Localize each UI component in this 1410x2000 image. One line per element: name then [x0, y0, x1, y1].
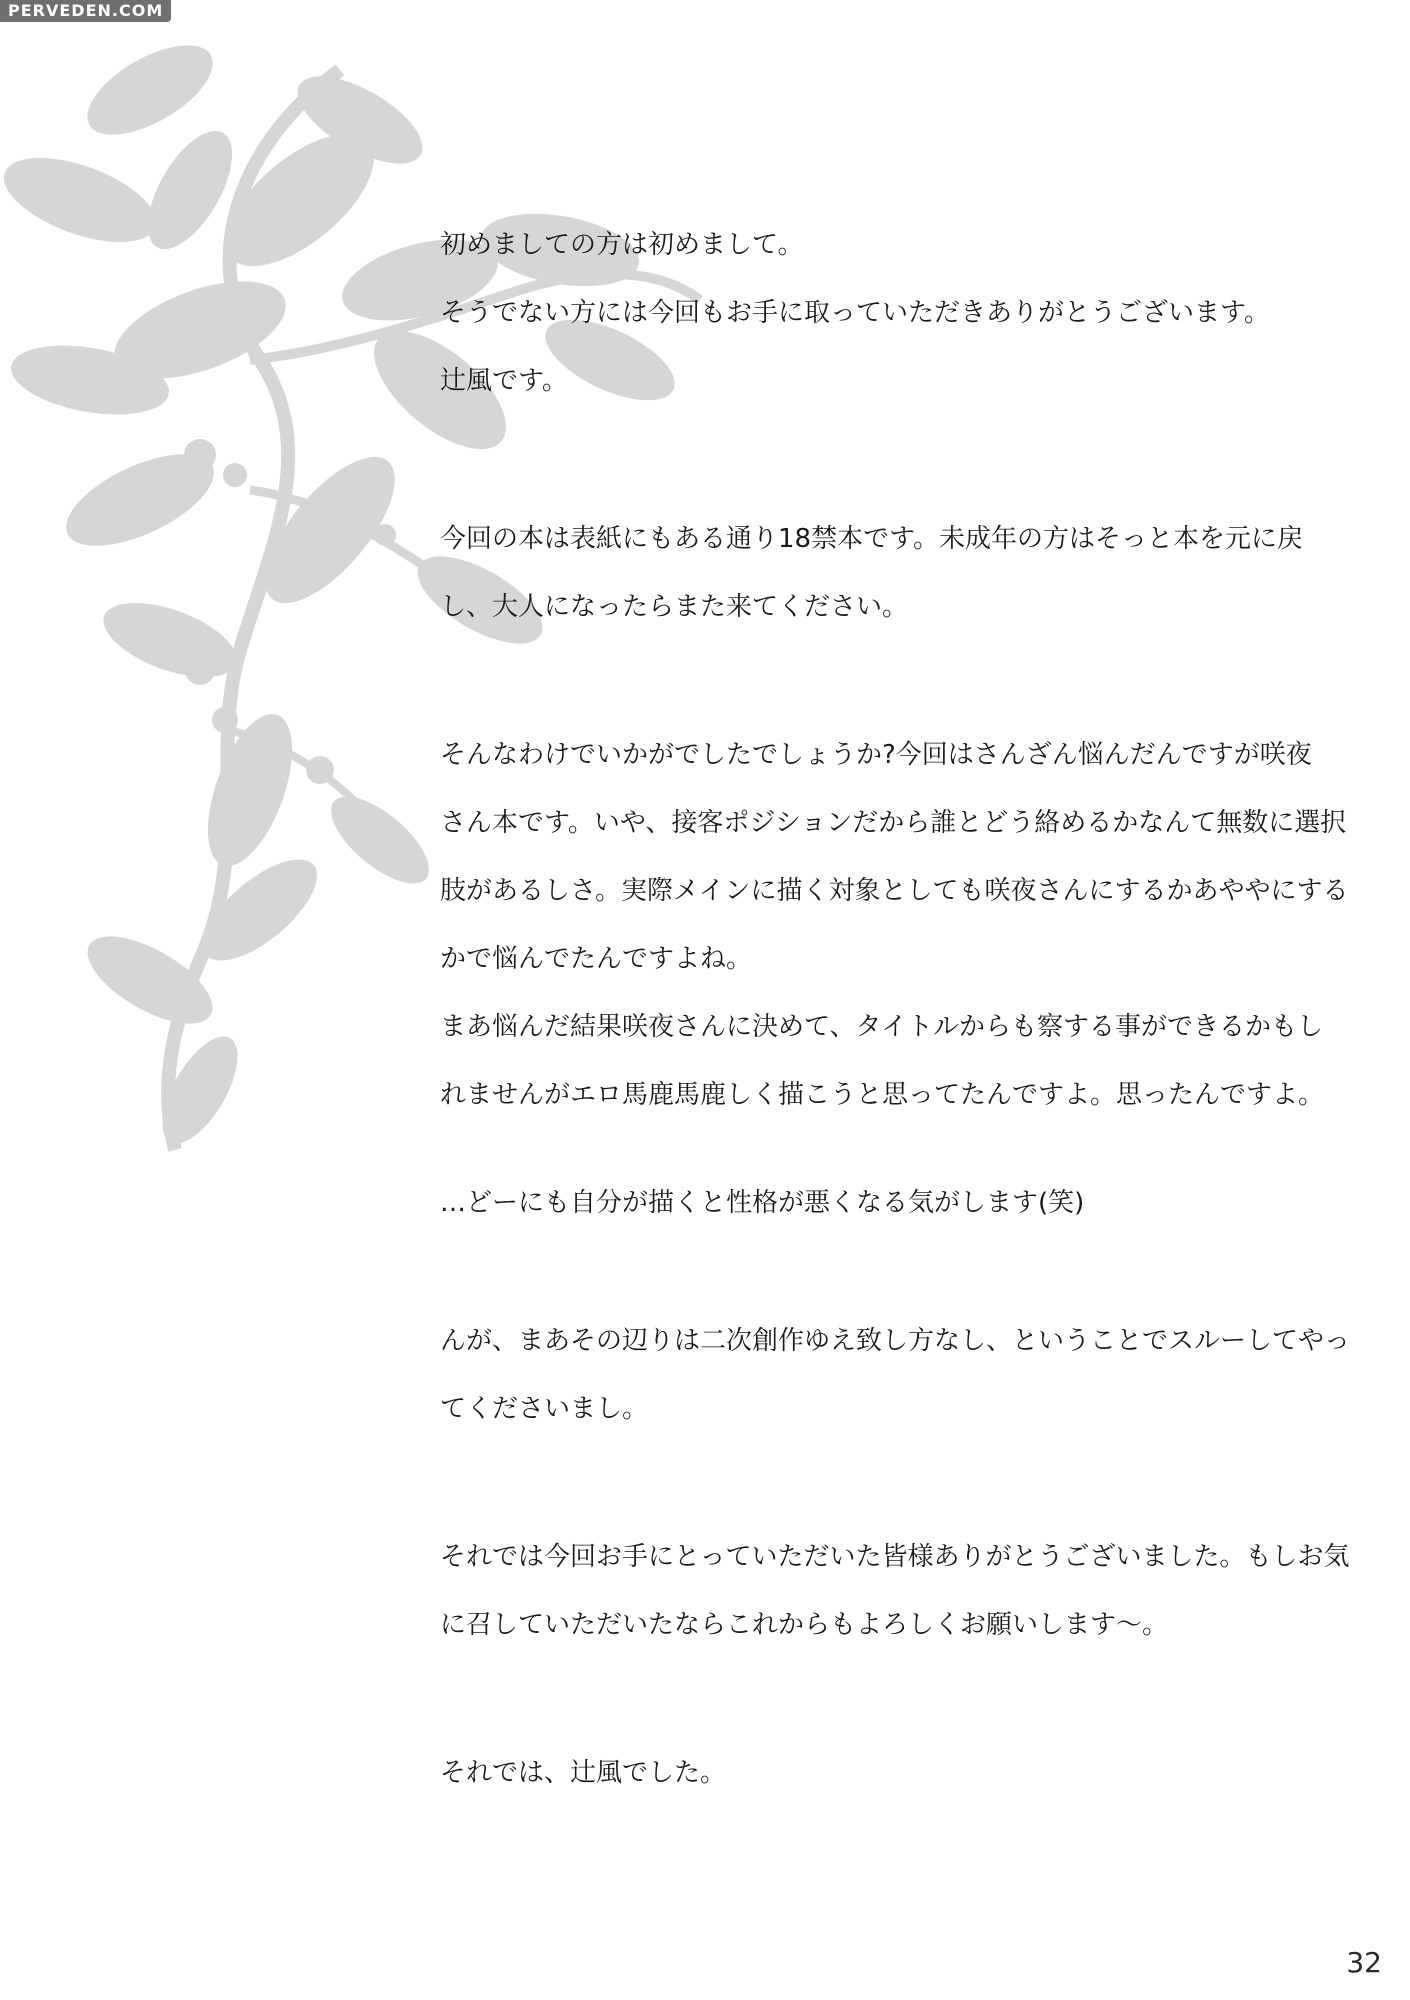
text-line: に召していただいたならこれからもよろしくお願いします～。	[440, 1610, 1169, 1640]
text-line: そうでない方には今回もお手に取っていただきありがとうございます。	[440, 298, 1270, 328]
text-line: し、大人になったらまた来てください。	[440, 592, 909, 622]
text-line: それでは、辻風でした。	[440, 1758, 727, 1788]
text-line: そんなわけでいかがでしたでしょうか?今回はさんざん悩んだんですが咲夜	[440, 740, 1312, 770]
text-line: それでは今回お手にとっていただいた皆様ありがとうございました。もしお気	[440, 1542, 1350, 1572]
text-line: 初めましての方は初めまして。	[440, 230, 804, 260]
text-line: さん本です。いや、接客ポジションだから誰とどう絡めるかなんて無数に選択	[440, 808, 1347, 838]
text-line: んが、まあその辺りは二次創作ゆえ致し方なし、ということでスルーしてやっ	[440, 1326, 1351, 1356]
text-line: …どーにも自分が描くと性格が悪くなる気がします(笑)	[440, 1188, 1085, 1218]
text-line: てくださいまし。	[440, 1394, 649, 1424]
text-line: かで悩んでたんですよね。	[440, 944, 753, 974]
text-line: 辻風です。	[440, 366, 568, 396]
page-number: 32	[1346, 1946, 1382, 1979]
site-watermark: PERVEDEN.COM	[0, 0, 171, 22]
text-line: 今回の本は表紙にもある通り18禁本です。未成年の方はそっと本を元に戻	[440, 524, 1304, 554]
text-line: れませんがエロ馬鹿馬鹿しく描こうと思ってたんですよ。思ったんですよ。	[440, 1080, 1325, 1110]
text-line: 肢があるしさ。実際メインに描く対象としても咲夜さんにするかあややにする	[440, 876, 1349, 906]
text-line: まあ悩んだ結果咲夜さんに決めて、タイトルからも察する事ができるかもし	[440, 1012, 1323, 1042]
